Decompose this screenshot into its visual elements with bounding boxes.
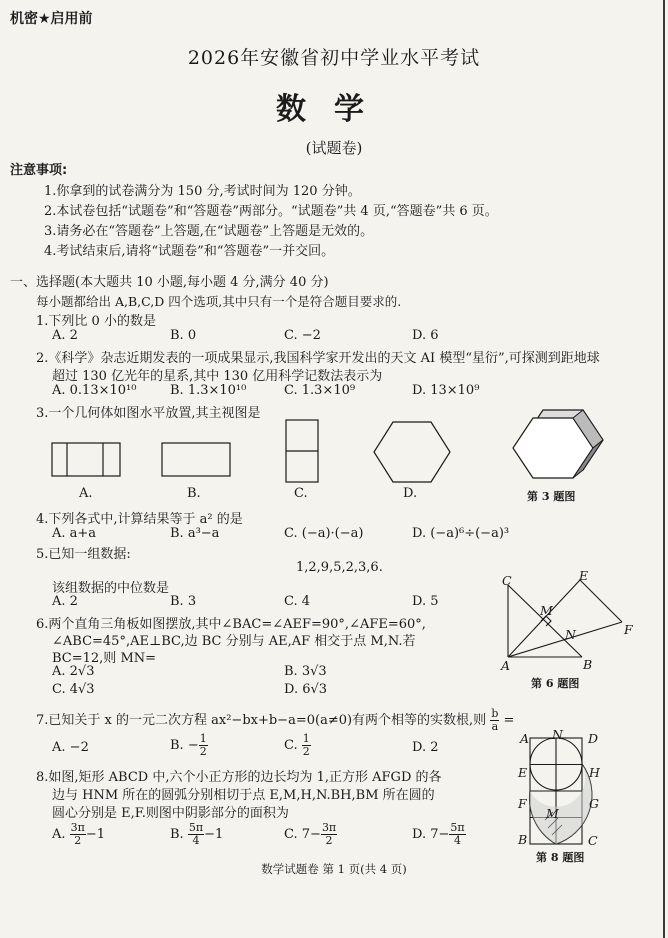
q3-caption: 第 3 题图 [527,490,576,503]
q6-line-1: 6.两个直角三角板如图摆放,其中∠BAC=∠AEF=90°,∠AFE=60°, [36,617,426,632]
section-instruction: 每小题都给出 A,B,C,D 四个选项,其中只有一个是符合题目要求的. [36,294,402,309]
q8-point-d: D [588,731,599,746]
q6-option-d: D. 6√3 [284,682,328,697]
q6-caption: 第 6 题图 [531,677,580,690]
q6-point-m: M [540,603,553,618]
q4-stem: 4.下列各式中,计算结果等于 a² 的是 [36,512,243,527]
q7-tail: = [503,713,515,728]
q5-option-d: D. 5 [412,594,439,609]
q3-label-d: D. [403,486,418,501]
q1-option-d: D. 6 [412,328,439,343]
page-footer: 数学试题卷 第 1 页(共 4 页) [261,862,407,876]
q7-option-b: B. − $\frac{1}{2}$ [170,732,207,758]
q1-option-b: B. 0 [170,328,197,343]
q7-stem: 7.已知关于 x 的一元二次方程 ax²−bx+b−a=0(a≠0)有两个相等的实数根,则 [36,713,487,728]
note-item-1: 1.你拿到的试卷满分为 150 分,考试时间为 120 分钟。 [44,184,361,199]
paper-type: (试题卷) [305,139,363,157]
q1-stem: 1.下列比 0 小的数是 [36,314,156,329]
q4-option-d: D. (−a)⁶÷(−a)³ [412,526,510,541]
q7-option-c: C. $\frac{1}{2}$ [284,732,310,758]
q5-question: 该组数据的中位数是 [52,581,170,596]
q6-option-b: B. 3√3 [284,664,327,679]
q8-point-m: M [546,806,559,821]
q5-option-c: C. 4 [284,594,311,609]
q7-option-d: D. 2 [412,740,439,755]
q2-option-a: A. 0.13×10¹⁰ [52,383,137,398]
q3-label-a: A. [79,486,93,501]
q8-point-a: A [520,731,530,746]
secret-label: 机密★启用前 [10,11,93,27]
q1-option-c: C. −2 [284,328,321,343]
q3-label-c: C. [294,486,308,501]
note-item-2: 2.本试卷包括“试题卷”和“答题卷”两部分。“试题卷”共 4 页,“答题卷”共 6 页。 [44,204,498,219]
q6-point-n: N [565,627,576,642]
q6-line-2: ∠ABC=45°,AE⊥BC,边 BC 分别与 AE,AF 相交于点 M,N.若 [52,634,416,649]
q8-point-n: N [552,727,563,742]
exam-title: 2026年安徽省初中学业水平考试 [187,47,481,69]
q8-point-e: E [518,765,528,780]
q3-label-b: B. [187,486,201,501]
section-heading: 一、选择题(本大题共 10 小题,每小题 4 分,满分 40 分) [10,275,329,290]
q2-option-b: B. 1.3×10¹⁰ [170,383,247,398]
q8-point-c: C [588,833,598,848]
q7-ratio-den: a [491,720,499,733]
q8-point-g: G [589,796,599,811]
subject-title: 数学 [276,92,392,127]
q2-line-2: 超过 130 亿光年的星系,其中 130 亿用科学记数法表示为 [52,369,383,384]
q2-option-d: D. 13×10⁹ [412,383,480,398]
q8-option-a: A. $\frac{3\pi}{2}$ −1 [52,821,106,847]
q8-line-3: 圆心分别是 E,F.则图中阴影部分的面积为 [52,806,289,821]
q5-data: 1,2,9,5,2,3,6. [296,560,383,575]
q8-point-h: H [589,765,600,780]
q4-option-a: A. a+a [52,526,97,541]
q6-line-3: BC=12,则 MN= [52,651,157,666]
q8-point-f: F [518,796,527,811]
q5-option-a: A. 2 [52,594,78,609]
note-item-3: 3.请务必在“答题卷”上答题,在“试题卷”上答题是无效的。 [44,224,374,239]
q7-option-a: A. −2 [52,740,89,755]
q8-option-c: C. 7− $\frac{3\pi}{2}$ [284,821,337,847]
q8-line-2: 边与 HNM 所在的圆弧分别相切于点 E,M,H,N.BH,BM 所在圆的 [52,788,435,803]
q2-option-c: C. 1.3×10⁹ [284,383,356,398]
q1-option-a: A. 2 [52,328,78,343]
q8-caption: 第 8 题图 [536,851,585,864]
q8-option-b: B. $\frac{5\pi}{4}$ −1 [170,821,224,847]
q6-point-e: E [579,568,589,583]
q7-ratio-num: b [491,707,499,720]
notes-heading: 注意事项: [10,163,68,178]
q4-option-b: B. a³−a [170,526,220,541]
q6-point-f: F [624,622,633,637]
q6-option-a: A. 2√3 [52,664,95,679]
q5-stem: 5.已知一组数据: [36,547,131,562]
q6-option-c: C. 4√3 [52,682,95,697]
q8-option-d: D. 7− $\frac{5\pi}{4}$ [412,821,465,847]
q2-line-1: 2.《科学》杂志近期发表的一项成果显示,我国科学家开发出的天文 AI 模型“星衍”,可探测到距地球 [36,351,600,366]
q3-stem: 3.一个几何体如图水平放置,其主视图是 [36,406,261,421]
q6-point-a: A [501,658,511,673]
q8-line-1: 8.如图,矩形 ABCD 中,六个小正方形的边长均为 1,正方形 AFGD 的各 [36,770,442,785]
q5-option-b: B. 3 [170,594,197,609]
q6-point-b: B [583,657,593,672]
note-item-4: 4.考试结束后,请将“试题卷”和“答题卷”一并交回。 [44,244,335,259]
q6-point-c: C [502,573,512,588]
q4-option-c: C. (−a)·(−a) [284,526,364,541]
q8-point-b: B [518,832,528,847]
